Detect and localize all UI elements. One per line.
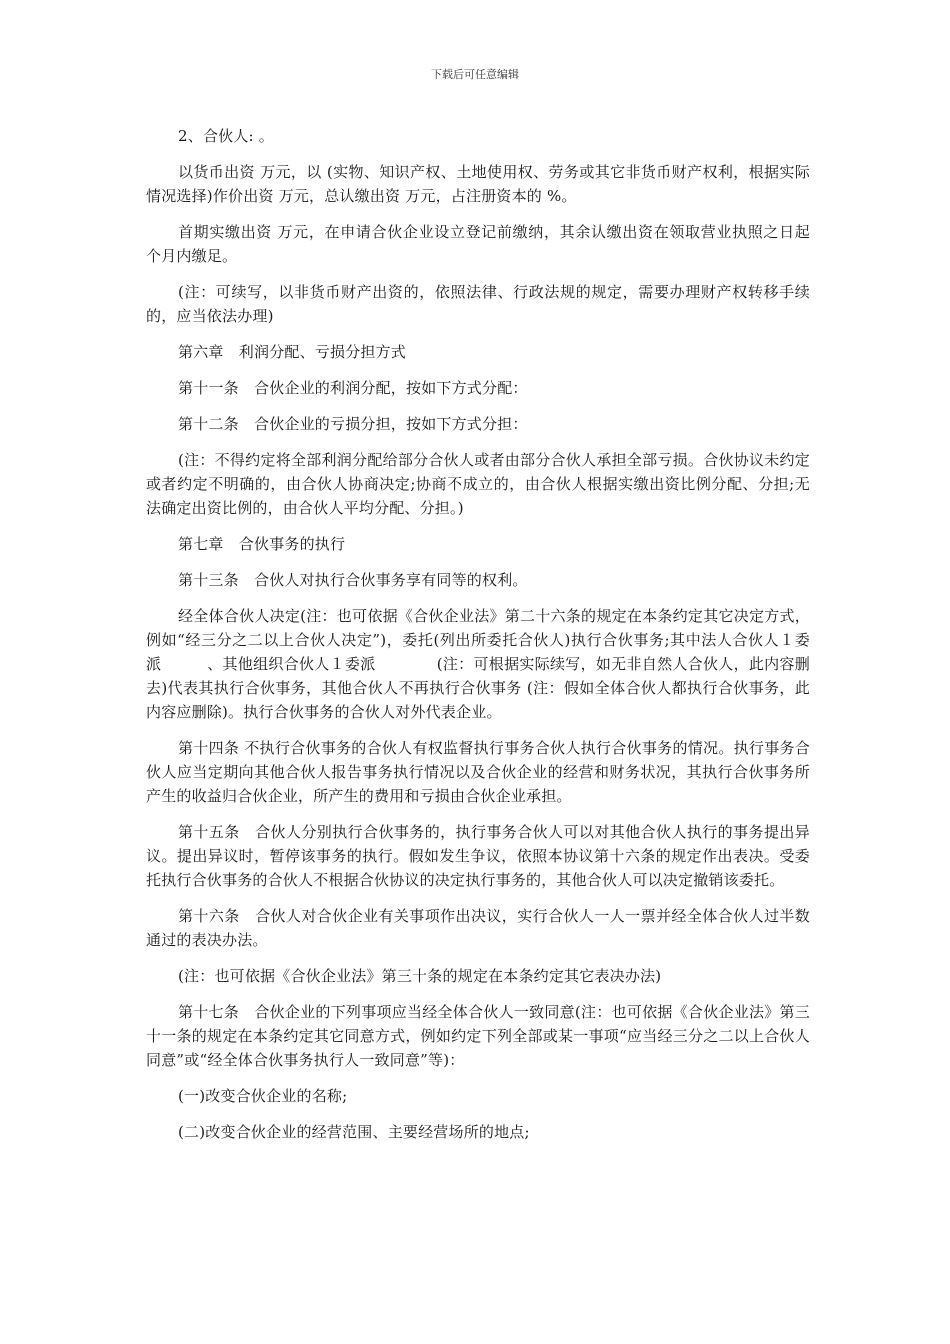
article-14: 第十四条 不执行合伙事务的合伙人有权监督执行事务合伙人执行合伙事务的情况。执行事务合伙人应当定期向其他合伙人报告事务执行情况以及合伙企业的经营和财务状况，其执行合伙事务所产生的收益归合伙企业，所产生的费用和亏损由合伙企业承担。 — [146, 739, 810, 805]
paragraph-initial-payment: 首期实缴出资 万元，在申请合伙企业设立登记前缴纳，其余认缴出资在领取营业执照之日起 个月内缴足。 — [146, 223, 810, 265]
chapter-6-heading: 第六章 利润分配、亏损分担方式 — [178, 343, 407, 361]
article-16: 第十六条 合伙人对合伙企业有关事项作出决议，实行合伙人一人一票并经全体合伙人过半数通过的表决办法。 — [146, 907, 810, 949]
list-item-1: (一)改变合伙企业的名称; — [178, 1087, 348, 1105]
paragraph-note-profit: (注：不得约定将全部利润分配给部分合伙人或者由部分合伙人承担全部亏损。合伙协议未约定或者约定不明确的，由合伙人协商决定;协商不成立的，由合伙人根据实缴出资比例分配、分担;无法确定出资比例的，由合伙人平均分配、分担。) — [146, 451, 810, 517]
article-13: 第十三条 合伙人对执行合伙事务享有同等的权利。 — [178, 571, 528, 589]
document-body — [146, 124, 810, 1156]
paragraph-contribution: 以货币出资 万元，以 (实物、知识产权、土地使用权、劳务或其它非货币财产权利，根据实际情况选择)作价出资 万元，总认缴出资 万元，占注册资本的 %。 — [146, 163, 810, 205]
article-11: 第十一条 合伙企业的利润分配，按如下方式分配： — [178, 379, 528, 397]
page-header: 下载后可任意编辑 — [431, 68, 519, 81]
paragraph-note-noncash: (注：可续写，以非货币财产出资的，依照法律、行政法规的规定，需要办理财产权转移手续的，应当依法办理) — [146, 283, 810, 325]
chapter-7-heading: 第七章 合伙事务的执行 — [178, 535, 346, 553]
paragraph-partner-2: 2、合伙人: 。 — [178, 127, 274, 145]
list-item-2: (二)改变合伙企业的经营范围、主要经营场所的地点; — [178, 1123, 530, 1141]
article-17: 第十七条 合伙企业的下列事项应当经全体合伙人一致同意(注：也可依据《合伙企业法》第三十一条的规定在本条约定其它同意方式，例如约定下列全部或某一事项“应当经三分之二以上合伙人同意”或“经全体合伙事务执行人一致同意”等)： — [146, 1003, 810, 1069]
paragraph-note-voting: (注：也可依据《合伙企业法》第三十条的规定在本条约定其它表决办法) — [178, 967, 662, 985]
paragraph-delegation: 经全体合伙人决定(注：也可依据《合伙企业法》第二十六条的规定在本条约定其它决定方式，例如“经三分之二以上合伙人决定”)，委托(列出所委托合伙人)执行合伙事务;其中法人合伙人１委派 、其他组织合伙人１委派 (注：可根据实际续写，如无非自然人合伙人，此内容删去)代表其执行合伙事务，其他合伙人不再执行合伙事务 (注：假如全体合伙人都执行合伙事务，此内容应删除)。执行合伙事务的合伙人对外代表企业。 — [146, 607, 810, 721]
article-15: 第十五条 合伙人分别执行合伙事务的，执行事务合伙人可以对其他合伙人执行的事务提出异议。提出异议时，暂停该事务的执行。假如发生争议，依照本协议第十六条的规定作出表决。受委托执行合伙事务的合伙人不根据合伙协议的决定执行事务的，其他合伙人可以决定撤销该委托。 — [146, 823, 810, 889]
article-12: 第十二条 合伙企业的亏损分担，按如下方式分担： — [178, 415, 528, 433]
